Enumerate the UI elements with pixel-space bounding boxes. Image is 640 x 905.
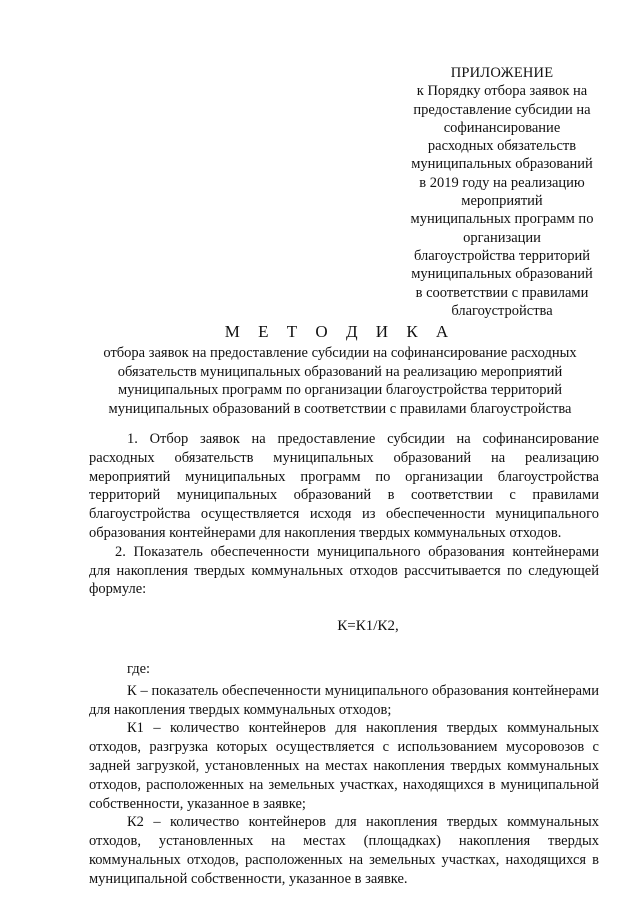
- appendix-line: организации: [463, 229, 541, 246]
- document-title: М Е Т О Д И К А: [224, 322, 456, 341]
- document-heading: [60, 322, 620, 418]
- appendix-line: предоставление субсидии на: [413, 101, 591, 118]
- subtitle-line: муниципальных образований в соответствии с правилами благоустройства: [108, 400, 572, 417]
- appendix-line: мероприятий: [461, 193, 543, 210]
- paragraph-1: 1. Отбор заявок на предоставление субсидии на софинансирование расходных обязательств муниципальных образований на реализацию мероприятий муниципальных программ по организации благоустройства территорий муниципальных образований в соответствии с правилами благоустройства осуществляется исходя из обеспеченности муниципального образования контейнерами для накопления твердых коммунальных отходов.: [89, 431, 599, 541]
- appendix-line: благоустройства территорий: [413, 247, 591, 264]
- appendix-line: муниципальных программ по: [410, 211, 594, 228]
- paragraph-2: 2. Показатель обеспеченности муниципального образования контейнерами для накопления твердых коммунальных отходов рассчитывается по следующей формуле:: [89, 543, 599, 598]
- appendix-line: в 2019 году на реализацию: [419, 174, 585, 191]
- subtitle-line: отбора заявок на предоставление субсидии на софинансирование расходных: [103, 345, 577, 361]
- appendix-line: расходных обязательств: [427, 138, 577, 155]
- appendix-block: [395, 64, 609, 320]
- definition-k1: К1 – количество контейнеров для накопления твердых коммунальных отходов, разгрузка которых осуществляется с использованием мусоровозов с задней загрузкой, установленных на местах накопления твердых коммунальных отходов, расположенных на земельных участках, находящихся в муниципальной собственности, указанное в заявке;: [89, 720, 599, 812]
- appendix-line: софинансирование: [443, 119, 561, 136]
- appendix-line: благоустройства: [451, 302, 553, 319]
- definition-k: К – показатель обеспеченности муниципального образования контейнерами для накопления твердых коммунальных отходов;: [89, 682, 599, 718]
- appendix-line: к Порядку отбора заявок на: [416, 83, 588, 100]
- where-label: где:: [127, 660, 151, 677]
- appendix-line: в соответствии с правилами: [415, 284, 589, 301]
- subtitle-line: муниципальных программ по организации благоустройства территорий: [117, 382, 563, 398]
- formula: К=К1/К2,: [337, 618, 399, 635]
- definition-k2: К2 – количество контейнеров для накопления твердых коммунальных отходов, установленных на местах (площадках) накопления твердых коммунальных отходов, расположенных на земельных участках, находящихся в муниципальной собственности, указанное в заявке.: [89, 814, 599, 887]
- appendix-line: муниципальных образований: [411, 266, 593, 283]
- appendix-title: ПРИЛОЖЕНИЕ: [450, 65, 554, 81]
- document-body: [89, 430, 599, 889]
- appendix-line: муниципальных образований: [411, 156, 593, 173]
- subtitle-line: обязательств муниципальных образований на реализацию мероприятий: [117, 363, 563, 380]
